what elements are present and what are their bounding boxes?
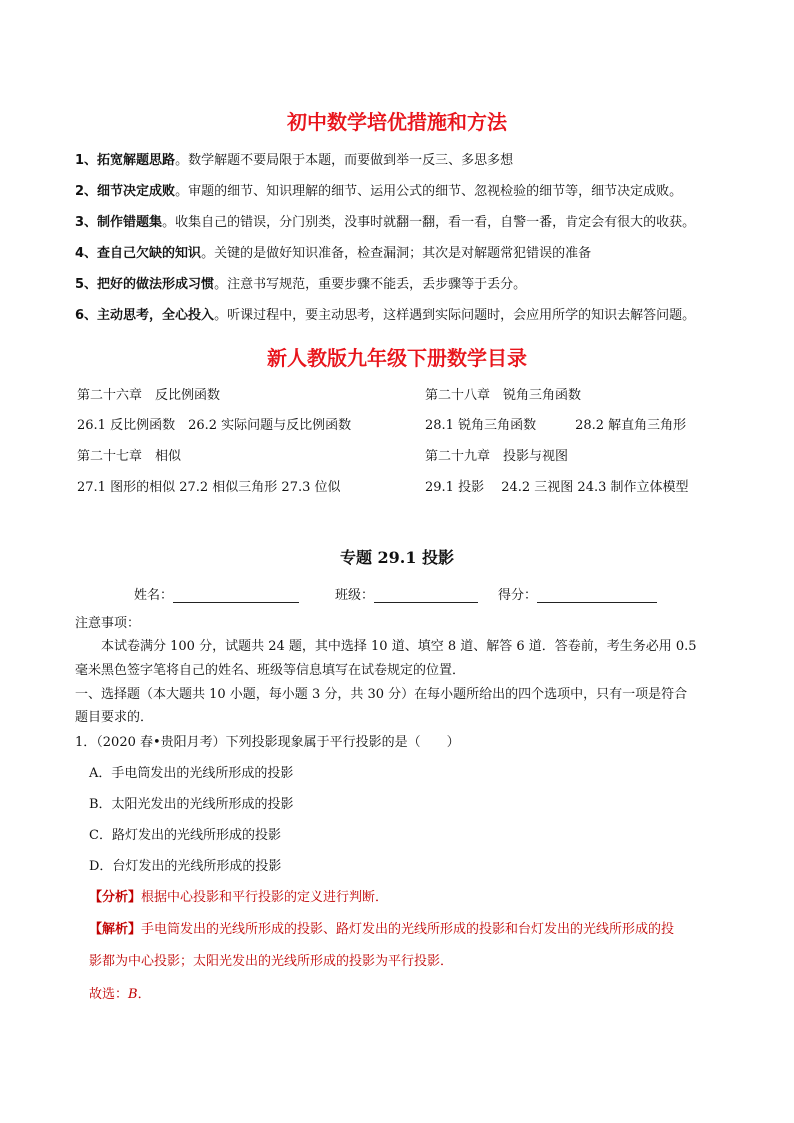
tip-number: 1、 <box>75 153 98 168</box>
tip-item <box>75 180 682 199</box>
tip-text: 。听课过程中，要主动思考，这样遇到实际问题时，会应用所学的知识去解答问题。 <box>214 308 696 323</box>
tip-key: 把好的做法形成习惯 <box>97 277 215 292</box>
section-header: 一、选择题（本大题共 10 小题，每小题 3 分，共 30 分）在每小题所给出的四个选项中，只有一项是符合 <box>75 687 688 702</box>
tip-text: 。关键的是做好知识准备，检查漏洞；其次是对解题常犯错误的准备 <box>201 246 592 261</box>
tip-number: 3、 <box>75 215 98 230</box>
tip-item <box>75 304 695 323</box>
toc-left-chapter: 第二十六章 反比例函数 <box>77 388 221 403</box>
score-field <box>498 584 657 603</box>
page-title: 初中数学培优措施和方法 <box>287 110 507 134</box>
class-field <box>335 584 478 603</box>
tip-item <box>75 211 695 230</box>
tip-number: 4、 <box>75 246 98 261</box>
toc-left-chapter: 第二十七章 相似 <box>77 449 182 464</box>
tip-number: 2、 <box>75 184 98 199</box>
solution <box>89 918 674 937</box>
topic-title: 专题 29.1 投影 <box>339 548 455 567</box>
notice-label: 注意事项： <box>75 616 141 631</box>
answer <box>89 983 151 1002</box>
tip-item <box>75 242 591 261</box>
toc-right-chapter: 第二十九章 投影与视图 <box>425 449 569 464</box>
class-blank[interactable] <box>374 588 478 603</box>
tip-item <box>75 149 513 168</box>
tip-text: 。数学解题不要局限于本题，而要做到举一反三、多思多想 <box>175 153 514 168</box>
tip-key: 查自己欠缺的知识 <box>97 246 202 261</box>
option-c: C．路灯发出的光线所形成的投影 <box>89 828 281 843</box>
answer-label: 故选： <box>89 987 129 1002</box>
analysis <box>89 886 388 905</box>
score-label: 得分： <box>498 588 538 603</box>
tip-item <box>75 273 526 292</box>
tip-text: 。审题的细节、知识理解的细节、运用公式的细节、忽视检验的细节等，细节决定成败。 <box>175 184 683 199</box>
section-header: 题目要求的． <box>75 710 154 725</box>
question-stem: 1．（2020 春•贵阳月考）下列投影现象属于平行投影的是（ ） <box>75 735 460 750</box>
toc-right-sections: 29.1 投影 24.2 三视图 24.3 制作立体模型 <box>425 480 689 495</box>
tip-key: 细节决定成败 <box>97 184 176 199</box>
tip-key: 主动思考，全心投入 <box>97 308 215 323</box>
solution-text: 手电筒发出的光线所形成的投影、路灯发出的光线所形成的投影和台灯发出的光线所形成的投 <box>141 922 675 937</box>
tip-key: 制作错题集 <box>97 215 163 230</box>
toc-left-sections: 27.1 图形的相似 27.2 相似三角形 27.3 位似 <box>77 480 341 495</box>
option-b: B．太阳光发出的光线所形成的投影 <box>89 797 294 812</box>
notice-line: 毫米黑色签字笔将自己的姓名、班级等信息填写在试卷规定的位置． <box>75 663 466 678</box>
answer-value: B <box>128 987 138 1002</box>
tip-key: 拓宽解题思路 <box>97 153 176 168</box>
class-label: 班级： <box>335 588 375 603</box>
notice-line: 本试卷满分 100 分，试题共 24 题，其中选择 10 道、填空 8 道、解答 6 道．答卷前，考生务必用 0.5 <box>101 639 697 654</box>
analysis-tag: 【分析】 <box>89 890 142 905</box>
name-blank[interactable] <box>173 588 299 603</box>
tip-number: 5、 <box>75 277 98 292</box>
toc-right-sections: 28.1 锐角三角函数 28.2 解直角三角形 <box>425 418 687 433</box>
answer-end: ． <box>137 987 151 1002</box>
toc-left-sections: 26.1 反比例函数 26.2 实际问题与反比例函数 <box>77 418 352 433</box>
name-label: 姓名： <box>134 588 174 603</box>
analysis-text: 根据中心投影和平行投影的定义进行判断． <box>141 890 389 905</box>
toc-right-chapter: 第二十八章 锐角三角函数 <box>425 388 582 403</box>
tip-text: 。注意书写规范，重要步骤不能丢，丢步骤等于丢分。 <box>214 277 527 292</box>
tip-text: 。收集自己的错误，分门别类，没事时就翻一翻，看一看，自警一番，肯定会有很大的收获。 <box>162 215 696 230</box>
name-field <box>134 584 299 603</box>
option-a: A．手电筒发出的光线所形成的投影 <box>89 766 294 781</box>
toc-title: 新人教版九年级下册数学目录 <box>267 346 527 370</box>
score-blank[interactable] <box>537 588 657 603</box>
tip-number: 6、 <box>75 308 98 323</box>
solution-tag: 【解析】 <box>89 922 142 937</box>
solution-cont: 影都为中心投影；太阳光发出的光线所形成的投影为平行投影． <box>89 954 454 969</box>
option-d: D．台灯发出的光线所形成的投影 <box>89 859 282 874</box>
